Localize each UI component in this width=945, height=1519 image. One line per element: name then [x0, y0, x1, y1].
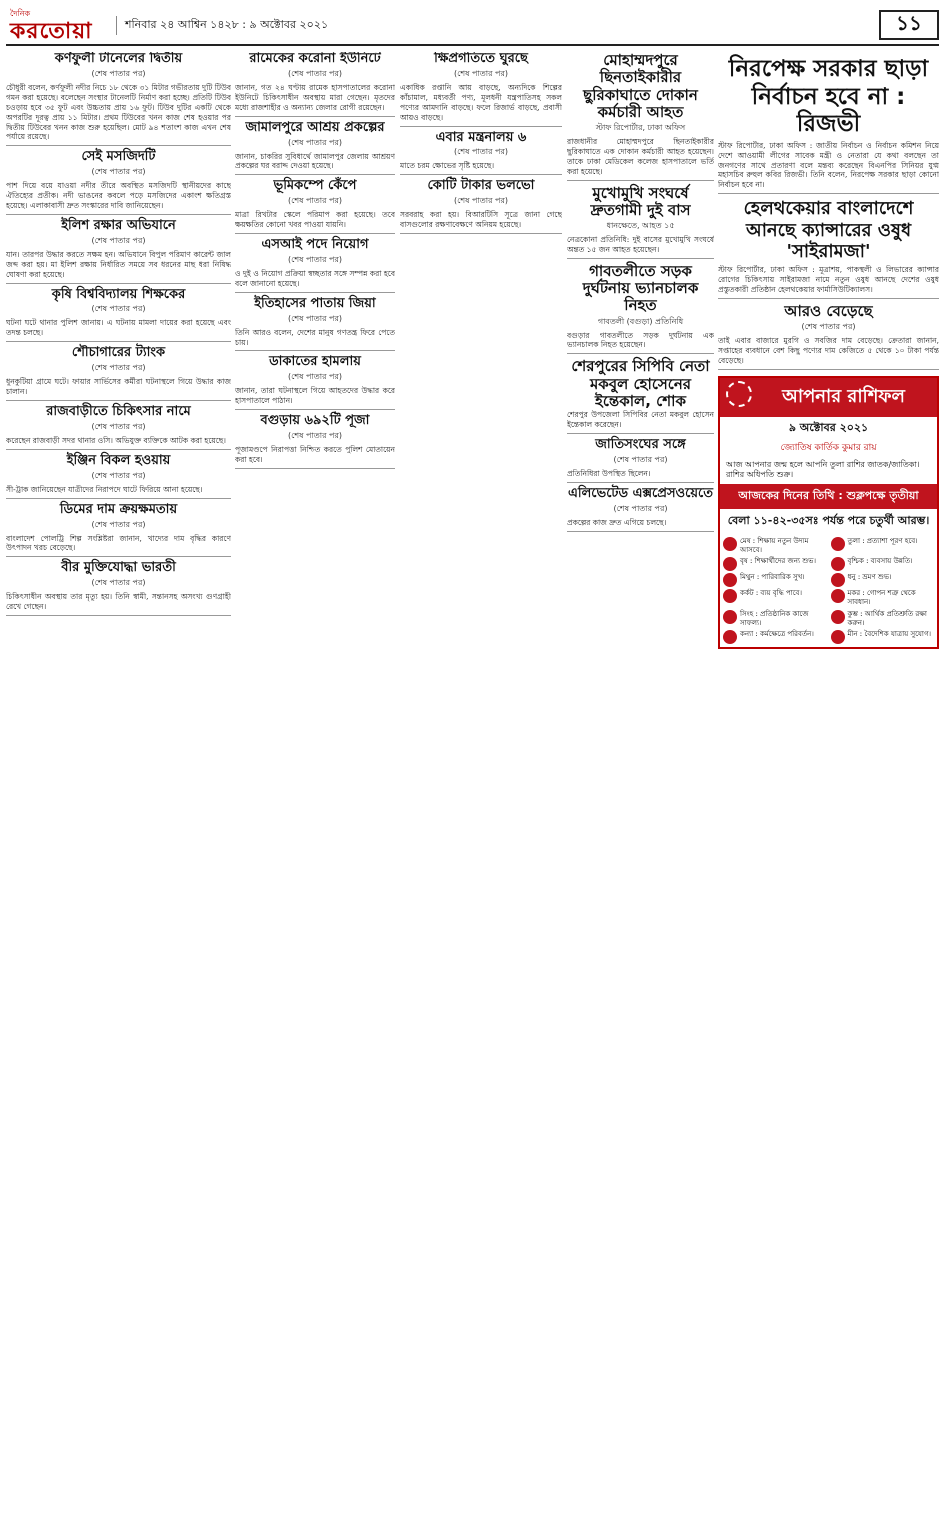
story [567, 52, 714, 181]
third-headline: আরও বেড়েছে [784, 301, 873, 320]
story-subline: (শেষ পাতার পর) [91, 519, 146, 529]
story-body: প্রতিনিধিরা উপস্থিত ছিলেন। [567, 468, 651, 478]
story-body: সী-ট্রাক জানিয়েছেন যাত্রীদের নিরাপদে ঘাটে ফিরিয়ে আনা হয়েছে। [6, 484, 203, 494]
story [6, 503, 231, 558]
story-subline: (শেষ পাতার পর) [91, 578, 146, 588]
story-headline: ডিমের দাম ক্রয়ক্ষমতায় [59, 501, 178, 517]
horoscope-title: আপনার রাশিফল [782, 385, 905, 407]
third-body: তাই এবার বাজারে মুরগি ও সবজির দাম বেড়েছে। ক্রেতারা জানান, সপ্তাহের ব্যবধানে বেশ কিছু পণ্যের দাম কেজিতে ৫ থেকে ১০ টাকা পর্যন্ত বেড়েছে। [718, 335, 939, 365]
zodiac-sign-entry [831, 573, 935, 587]
story-subline: (শেষ পাতার পর) [91, 421, 146, 431]
story [235, 238, 395, 293]
story-headline: মোহাম্মদপুরে ছিনতাইকারীর ছুরিকাঘাতে দোকান কর্মচারী আহত [583, 52, 698, 121]
story-subline: (শেষ পাতার পর) [91, 304, 146, 314]
story-body: বাংলাদেশ পোলট্রি শিল্প সংশ্লিষ্টরা জানান, খাদ্যের দাম বৃদ্ধির কারণে উৎপাদন খরচ বেড়েছে। [6, 533, 231, 553]
story-subline: (শেষ পাতার পর) [91, 470, 146, 480]
story-headline: এলিভেটেড এক্সপ্রেসওয়েতে [568, 485, 713, 501]
story [6, 219, 231, 284]
story-subline: (শেষ পাতার পর) [91, 235, 146, 245]
masthead [6, 6, 939, 46]
zodiac-sign-icon [831, 537, 845, 551]
story [400, 179, 562, 234]
story-body: তিনি আরও বলেন, দেশের মানুষ গণতন্ত্র ফিরে পেতে চায়। [235, 327, 395, 347]
story [567, 438, 714, 483]
horoscope-header [720, 378, 937, 417]
story [235, 121, 395, 176]
story-body: ধুনকুটিয়া গ্রামে ঘটে। ফায়ার সার্ভিসের কর্মীরা ঘটনাস্থলে গিয়ে উদ্ধার কাজ চালান। [6, 377, 231, 397]
zodiac-sign-text: সিংহ : প্রতিষ্ঠানিক কাজে সাফল্য। [740, 609, 809, 627]
second-body: স্টাফ রিপোর্টার, ঢাকা অফিস : মূত্রাশয়, পাকস্থলী ও লিভারের ক্যান্সার রোগের চিকিৎসায় সাইরামজা নামে নতুন ওষুধ আনছে দেশের ওষুধ প্রস্তুতকারী প্রতিষ্ঠান হেলথকেয়ার ফার্মাসিউটিক্যালস। [718, 265, 939, 294]
story-body: মাতে চরম ক্ষোভের সৃষ্টি হয়েছে। [400, 161, 495, 171]
story [235, 414, 395, 469]
story-subline: (শেষ পাতার পর) [613, 454, 668, 464]
story-subline: (শেষ পাতার পর) [287, 254, 343, 264]
story [235, 297, 395, 352]
story [400, 52, 562, 127]
zodiac-sign-icon [723, 610, 737, 624]
story-body: জানান, গত ২৪ ঘণ্টায় রামেক হাসপাতালের করোনা ইউনিটে চিকিৎসাধীন অবস্থায় মারা গেছেন। মৃতদের মধ্যে রাজশাহীর ও অন্যান্য জেলার রোগী রয়েছেন। [235, 82, 395, 112]
story-headline: ভূমিকম্পে কেঁপে [273, 178, 357, 194]
story-body: চৌধুরী বলেন, কর্ণফুলী নদীর নিচে ১৮ থেকে ৩১ মিটার গভীরতায় দুটি টিউব গমন করা হয়েছে। বলেছেন সংস্থার টানেলটি নির্মাণ করা হচ্ছে। প্রতিটি টিউব চওড়ায় হবে ৩৫ ফুট এবং উচ্চতায় প্রায় ১৬ ফুট। টিউব দুটির একটি থেকে অপরটির দূরত্ব প্রায় ১১ মিটার। প্রথম টিউবের খনন কাজ শেষ হওয়ার পর দ্বিতীয় টিউবের খনন কাজ শুরু হয়েছিল। মোট ৯৪ শতাংশ কাজ এখন শেষ পর্যায়ে রয়েছে। [6, 82, 231, 142]
story-body: একাধিক রপ্তানি আয় বাড়ছে, অন্যদিকে শিল্পের কাঁচামাল, মধ্যবর্তী পণ্য, মূলধনী যন্ত্রপাতিসহ সকল পণ্যের আমদানি বাড়ছে। ফলে রিজার্ভ বাড়ছে, প্রবাসী আয়ও বাড়ছে। [400, 82, 562, 122]
story-body: জানান, চাকরির সুবিধার্থে জামালপুর জেলায় আশ্রয়ণ প্রকল্পের ঘর বরাদ্দ দেওয়া হয়েছে। [235, 151, 395, 171]
story [400, 131, 562, 176]
story-body: সরবরাহ করা হয়। বিআরটিসি সূত্রে জানা গেছে বাসগুলোর রক্ষণাবেক্ষণে অনিয়ম হয়েছে। [400, 210, 562, 230]
zodiac-wheel-icon [726, 381, 752, 407]
story-subline: গাবতলী (বগুড়া) প্রতিনিধি [597, 316, 684, 326]
story-body: ঘটনা ঘটে থানার পুলিশ জানায়। এ ঘটনায় মামলা দায়ের করা হয়েছে এবং তদন্ত চলছে। [6, 318, 231, 338]
story-headline: ক্ষিপ্রগতিতে ঘুরছে [434, 52, 528, 66]
zodiac-sign-text: মীন : বৈদেশিক যাত্রায় সুযোগ। [847, 629, 932, 638]
zodiac-sign-icon [831, 630, 845, 644]
story-headline: রাজবাড়ীতে চিকিৎসার নামে [46, 403, 191, 419]
story-headline: বগুড়ায় ৬৯২টি পূজা [260, 413, 370, 429]
zodiac-sign-entry [723, 557, 827, 571]
logo-name: করতোয়া [10, 18, 93, 44]
zodiac-sign-icon [723, 573, 737, 587]
column-3 [400, 52, 562, 1515]
zodiac-sign-icon [831, 610, 845, 624]
story-headline: ইঞ্জিন বিকল হওয়ায় [66, 452, 171, 468]
story [567, 487, 714, 532]
story-body: পূজামণ্ডপে নিরাপত্তা নিশ্চিত করতে পুলিশ মোতায়েন করা হবে। [235, 445, 395, 465]
horoscope-intro: আজ আপনার জন্ম হলে আপনি তুলা রাশির জাতক/জাতিকা। রাশির অধিপতি শুক্র। [726, 459, 920, 480]
story-body: জানান, তারা ঘটনাস্থলে গিয়ে আহতদের উদ্ধার করে হাসপাতালে পাঠান। [235, 386, 395, 406]
story-body: রাজধানীর মোহাম্মদপুরে ছিনতাইকারীর ছুরিকাঘাতে এক দোকান কর্মচারী আহত হয়েছেন। তাকে ঢাকা মেডিকেল কলেজ হাসপাতালে ভর্তি করা হয়েছে। [567, 137, 714, 176]
zodiac-sign-icon [831, 589, 845, 603]
zodiac-sign-icon [723, 630, 737, 644]
story-headline: সেই মসজিদটি [81, 149, 156, 165]
story-headline: জামালপুরে আশ্রয় প্রকল্পের [245, 119, 385, 135]
story-headline: গাবতলীতে সড়ক দুর্ঘটনায় ভ্যানচালক নিহত [582, 261, 699, 315]
zodiac-sign-text: বৃশ্চিক : ব্যবসায় উন্নতি। [847, 557, 913, 566]
story-body: যান। তারপর উদ্ধার করতে সক্ষম হন। অভিযানে বিপুল পরিমাণ কারেন্ট জাল জব্দ করা হয়। মা ইলিশ রক্ষায় নির্ধারিত সময়ে সব ধরনের মাছ ধরা নিষিদ্ধ ঘোষণা করা হয়েছে। [6, 249, 231, 279]
zodiac-sign-entry [831, 557, 935, 571]
zodiac-sign-text: ধনু : ভ্রমণ শুভ। [847, 573, 892, 582]
horoscope-author: জ্যোতিষ কার্তিক কুমার রায় [780, 442, 877, 453]
story-headline: এসআই পদে নিয়োগ [261, 237, 369, 253]
story [567, 185, 714, 259]
story [6, 346, 231, 401]
third-sub: (শেষ পাতার পর) [801, 321, 856, 331]
story-subline: (শেষ পাতার পর) [287, 313, 343, 323]
column-2 [235, 52, 395, 1515]
story-subline: (শেষ পাতার পর) [453, 147, 509, 157]
story-headline: কৃষি বিশ্ববিদ্যালয় শিক্ষকের [51, 286, 186, 302]
story-headline: শেরপুরের সিপিবি নেতা মকবুল হোসেনের ইন্তেকাল, শোক [571, 357, 710, 410]
story-headline: কর্ণফুলী টানেলের দ্বিতীয় [54, 52, 183, 66]
horoscope-box [718, 376, 939, 649]
story-subline: (শেষ পাতার পর) [287, 137, 343, 147]
second-headline: হেলথকেয়ার বাংলাদেশে আনছে ক্যান্সারের ওষুধ 'সাইরামজা' [743, 198, 914, 263]
story [6, 52, 231, 146]
zodiac-sign-text: মিথুন : পারিবারিক সুখ। [740, 573, 805, 582]
dateline: শনিবার ২৪ আশ্বিন ১৪২৮ : ৯ অক্টোবর ২০২১ [116, 16, 879, 35]
zodiac-sign-entry [723, 573, 827, 587]
story-body: ও দুই ও নিয়োগ প্রক্রিয়া স্বচ্ছতার সঙ্গে সম্পন্ন করা হবে বলে জানানো হয়েছে। [235, 268, 395, 288]
column-1 [6, 52, 231, 1515]
story-headline: শৌচাগারের ট্যাংক [71, 345, 166, 361]
story [6, 405, 231, 450]
story-subline: (শেষ পাতার পর) [287, 372, 343, 382]
story-headline: ইতিহাসের পাতায় জিয়া [254, 295, 376, 311]
story [6, 561, 231, 616]
third-story [718, 303, 939, 370]
story [6, 150, 231, 215]
zodiac-sign-icon [831, 573, 845, 587]
story-headline: বীর মুক্তিযোদ্ধা ভারতী [61, 560, 176, 576]
story-subline: (শেষ পাতার পর) [287, 196, 343, 206]
story-headline: ডাকাতের হামলায় [269, 354, 361, 370]
zodiac-sign-entry [831, 537, 935, 555]
column-5 [718, 52, 939, 1515]
story-subline: (শেষ পাতার পর) [453, 68, 509, 78]
zodiac-sign-text: মকর : গোপন শত্রু থেকে সাবধান। [847, 589, 916, 607]
page-number: ১১ [879, 10, 939, 40]
zodiac-sign-entry [723, 537, 827, 555]
zodiac-sign-icon [723, 537, 737, 551]
lead-story [718, 56, 939, 194]
story [235, 179, 395, 234]
story-subline: (শেষ পাতার পর) [91, 363, 146, 373]
story-subline: (শেষ পাতার পর) [91, 68, 146, 78]
zodiac-sign-icon [723, 589, 737, 603]
story-subline: ধানক্ষেতে, আহত ১৫ [606, 221, 675, 231]
story-headline: এবার মন্ত্রনালয় ৬ [435, 129, 527, 145]
story-subline: (শেষ পাতার পর) [91, 167, 146, 177]
story-headline: কোটি টাকার ভলভো [427, 178, 535, 194]
column-4 [567, 52, 714, 1515]
zodiac-sign-entry [831, 630, 935, 644]
zodiac-sign-text: বৃষ : শিক্ষার্থীদের জন্য শুভ। [740, 557, 816, 566]
story-subline: স্টাফ রিপোর্টার, ঢাকা অফিস [595, 123, 686, 132]
story [6, 288, 231, 343]
zodiac-sign-entry [831, 589, 935, 607]
story-body: পাশ দিয়ে বয়ে যাওয়া নদীর তীরে অবস্থিত মসজিদটি স্থানীয়দের কাছে ঐতিহ্যের প্রতীক। নদী ভাঙনের কবলে পড়ে মসজিদের একাংশ ক্ষতিগ্রস্ত হয়েছে। এলাকাবাসী দ্রুত সংস্কারের দাবি জানিয়েছেন। [6, 181, 231, 210]
zodiac-sign-icon [831, 557, 845, 571]
story-body: নেত্রকোনা প্রতিনিধি: দুই বাসের মুখোমুখি সংঘর্ষে অন্তত ১৫ জন আহত হয়েছেন। [567, 235, 714, 254]
lead-body: স্টাফ রিপোর্টার, ঢাকা অফিস : জাতীয় নির্বাচন ও নির্বাচন কমিশন নিয়ে দেশে আওয়ামী লীগের সাবেক মন্ত্রী ও নেতারা যে কথা বলছেন তা জনগণের সাথে প্রতারণা বলে মন্তব্য করেছেন বিএনপির সিনিয়র যুগ্ম মহাসচিব রুহুল কবির রিজভী। তিনি বলেন, নিরপেক্ষ সরকার ছাড়া কোনো নির্বাচন হবে না। [718, 140, 939, 190]
zodiac-sign-text: কন্যা : কর্মক্ষেত্রে পরিবর্তন। [740, 629, 814, 638]
second-story [718, 198, 939, 298]
story [235, 52, 395, 117]
newspaper-logo [6, 8, 116, 42]
story-headline: রামেকের করোনা ইউনিটে [249, 52, 381, 66]
story-subline: (শেষ পাতার পর) [453, 196, 509, 206]
zodiac-sign-entry [831, 610, 935, 628]
story-body: প্রকল্পের কাজ দ্রুত এগিয়ে চলছে। [567, 517, 667, 527]
story-body: বগুড়ার গাবতলীতে সড়ক দুর্ঘটনায় এক ভ্যানচালক নিহত হয়েছেন। [567, 330, 714, 350]
story [567, 358, 714, 434]
story-headline: মুখোমুখি সংঘর্ষে দ্রুতগামী দুই বাস [590, 183, 691, 219]
story-subline: (শেষ পাতার পর) [287, 431, 343, 441]
story-headline: ইলিশ রক্ষার অভিযানে [61, 217, 176, 233]
zodiac-sign-entry [723, 630, 827, 644]
story [567, 263, 714, 355]
tithi-label: আজকের দিনের তিথি : শুক্লপক্ষে তৃতীয়া [720, 484, 937, 509]
logo-tagline: দৈনিক [10, 8, 31, 18]
horoscope-date: ৯ অক্টোবর ২০২১ [788, 420, 869, 434]
story-body: করেছেন রাজবাড়ী সদর থানার ওসি। অভিযুক্ত ব্যক্তিকে আটক করা হয়েছে। [6, 435, 226, 445]
story-body: মাত্রা রিখটার স্কেলে পরিমাপ করা হয়েছে। তবে ক্ষয়ক্ষতির কোনো খবর পাওয়া যায়নি। [235, 210, 395, 230]
story [6, 454, 231, 499]
zodiac-sign-text: তুলা : প্রত্যাশা পূরণ হবে। [847, 537, 918, 546]
zodiac-sign-text: মেষ : শিক্ষায় নতুন উদ্যম আসবে। [740, 537, 809, 555]
story-headline: জাতিসংঘের সঙ্গে [595, 436, 686, 452]
zodiac-signs [720, 534, 937, 647]
zodiac-sign-text: কর্কট : ব্যয় বৃদ্ধি পাবে। [740, 589, 802, 598]
zodiac-sign-text: কুম্ভ : আর্থিক প্রতিশ্রুতি রক্ষা করুন। [847, 609, 927, 627]
zodiac-sign-entry [723, 589, 827, 607]
zodiac-sign-icon [723, 557, 737, 571]
story [235, 355, 395, 410]
story-body: চিকিৎসাধীন অবস্থায় তার মৃত্যু হয়। তিনি স্বামী, সন্তানসহ অসংখ্য গুণগ্রাহী রেখে গেছেন। [6, 592, 231, 612]
story-subline: (শেষ পাতার পর) [287, 68, 343, 78]
story-body: শেরপুর উপজেলা সিপিবির নেতা মকবুল হোসেন ইন্তেকাল করেছেন। [567, 410, 714, 430]
lead-headline: নিরপেক্ষ সরকার ছাড়া নির্বাচন হবে না : রিজভী [728, 56, 929, 138]
tithi-time: বেলা ১১-৪২-৩৫সঃ পর্যন্ত পরে চতুর্থী আরম্ভ। [727, 514, 930, 528]
story-subline: (শেষ পাতার পর) [613, 503, 668, 513]
zodiac-sign-entry [723, 610, 827, 628]
